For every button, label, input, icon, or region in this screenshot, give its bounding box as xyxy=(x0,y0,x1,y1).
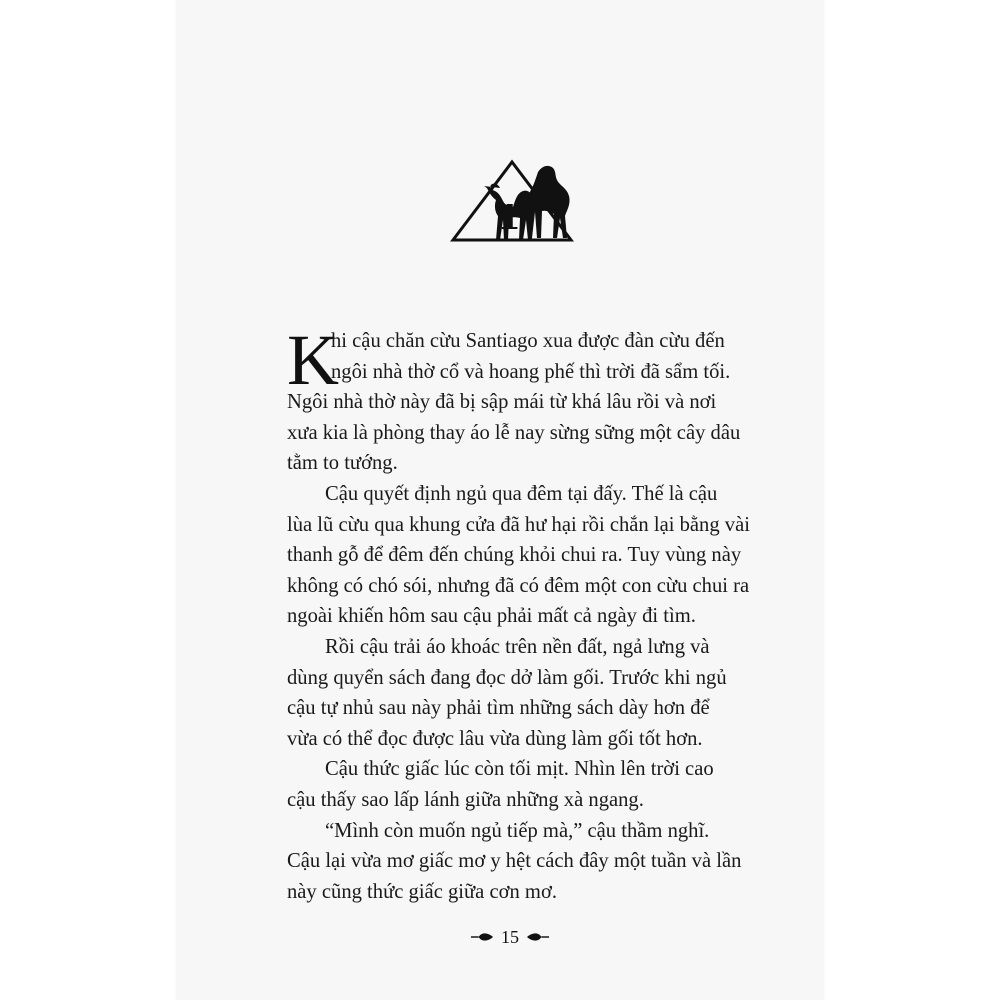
text-line: ngoài khiến hôm sau cậu phải mất cả ngày đi tìm. xyxy=(287,605,696,628)
page-number: 15 xyxy=(501,926,519,947)
text-line: không có chó sói, nhưng đã có đêm một con cừu chui ra xyxy=(287,574,750,597)
text-line: cậu thấy sao lấp lánh giữa những xà ngang. xyxy=(287,788,644,811)
text-line: hi cậu chăn cừu Santiago xua được đàn cừu đến xyxy=(331,330,725,352)
text-line: Cậu lại vừa mơ giấc mơ y hệt cách đây một tuần và lần xyxy=(287,850,742,873)
text-line: ngôi nhà thờ cổ và hoang phế thì trời đã sẩm tối. xyxy=(331,360,731,383)
chapter-text xyxy=(287,320,757,907)
text-line: thanh gỗ để đêm đến chúng khỏi chui ra. Tuy vùng này xyxy=(287,544,742,567)
text-line: vừa có thể đọc được lâu vừa dùng làm gối tốt hơn. xyxy=(287,727,703,750)
paragraph-3 xyxy=(287,632,757,754)
paragraph-4 xyxy=(287,754,757,815)
paragraph-1 xyxy=(287,320,757,479)
text-line: này cũng thức giấc giữa cơn mơ. xyxy=(287,880,557,903)
paragraph-5 xyxy=(287,816,757,908)
text-line: tằm to tướng. xyxy=(287,452,398,475)
text-line: xưa kia là phòng thay áo lễ nay sừng sững một cây dâu xyxy=(287,421,741,444)
text-line: Ngôi nhà thờ này đã bị sập mái từ khá lâu rồi và nơi xyxy=(287,391,717,414)
text-line: Cậu thức giấc lúc còn tối mịt. Nhìn lên trời cao xyxy=(325,758,714,781)
text-line: dùng quyển sách đang đọc dở làm gối. Trước khi ngủ xyxy=(287,666,727,689)
leaf-ornament-right-icon xyxy=(525,931,550,943)
text-line: cậu tự nhủ sau này phải tìm những sách dày hơn để xyxy=(287,697,710,720)
chapter-number: 1 xyxy=(497,198,521,238)
text-line: lùa lũ cừu qua khung cửa đã hư hại rồi chắn lại bằng vài xyxy=(287,513,750,536)
drop-cap: K xyxy=(287,320,339,400)
leaf-ornament-left-icon xyxy=(470,931,495,943)
text-line: Cậu quyết định ngủ qua đêm tại đấy. Thế là cậu xyxy=(325,482,718,505)
text-line: “Mình còn muốn ngủ tiếp mà,” cậu thầm nghĩ. xyxy=(325,819,710,842)
text-line: Rồi cậu trải áo khoác trên nền đất, ngả lưng và xyxy=(325,635,710,658)
page-footer xyxy=(470,922,550,952)
paragraph-2 xyxy=(287,479,757,632)
